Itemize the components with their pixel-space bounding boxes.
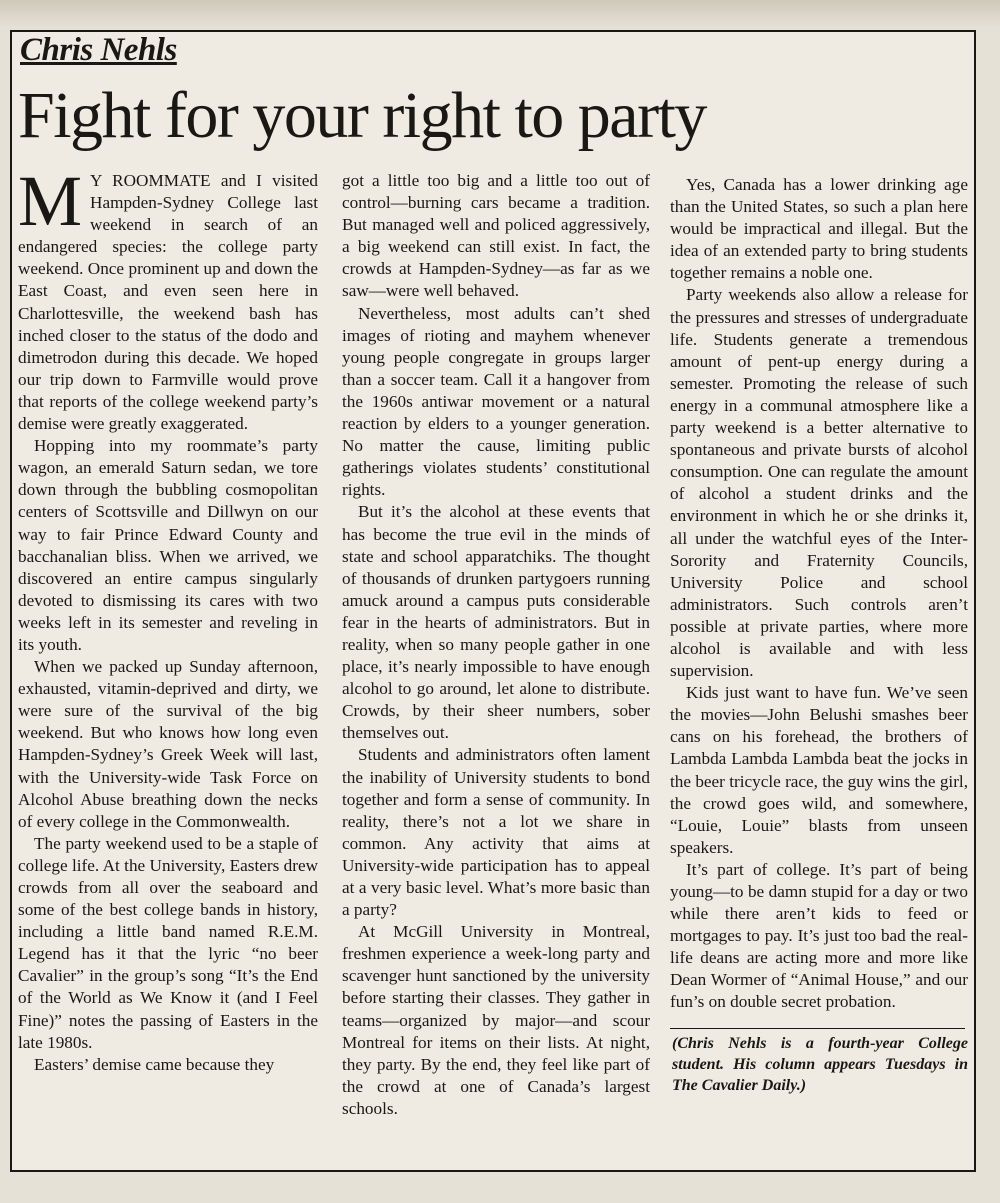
article-column-1 (18, 161, 318, 1076)
article-paragraph: Students and administrators often lament the inability of University students to bond together and form a sense of community. In reality, there’s not a lot we share in common. Any activity that aims at University-wide participation has to appeal at a very basic level. What’s more basic than a party? (342, 745, 650, 920)
article-paragraph: Hopping into my roommate’s party wagon, an emerald Saturn sedan, we tore down through the bubbling cosmopolitan centers of Scottsville and Dillwyn on our way to fair Prince Edward County and bacchanalian bliss. When we arrived, we discovered an entire campus singularly devoted to dismissing its cares with two weeks left in its semester and reveling in its youth. (18, 436, 318, 654)
author-tagline: (Chris Nehls is a fourth-year College student. His column appears Tuesdays in The Cavalier Daily.) (672, 1034, 968, 1094)
article-paragraph: Party weekends also allow a release for the pressures and stresses of undergraduate life. Students generate a tremendous amount of pent-up energy during a semester. Promoting the release of such energy in a communal atmosphere like a party weekend is a better alternative to spontaneous and private bursts of alcohol consumption. One can regulate the amount of alcohol a student drinks and the environment in which he or she drinks it, all under the watchful eyes of the Inter-Sorority and Fraternity Councils, University Police and school administrators. Such controls aren’t possible at private parties, where more alcohol is available and with less supervision. (670, 285, 968, 681)
headline: Fight for your right to party (18, 79, 706, 152)
byline: Chris Nehls (20, 32, 177, 68)
article-paragraph: got a little too big and a little too out of control—burning cars became a tradition. But managed well and policed aggressively, a big weekend can still exist. In fact, the crowds at Hampden-Sydney—as far as we saw—were well behaved. (342, 171, 650, 301)
article-column-3 (670, 174, 968, 1096)
article-column-2 (342, 170, 650, 1120)
divider (670, 1028, 965, 1029)
article-paragraph: But it’s the alcohol at these events that has become the true evil in the minds of state and school apparatchiks. The thought of thousands of drunken partygoers running amuck around a campus puts considerable fear in the hearts of administrators. But in reality, when so many people gather in one place, it’s nearly impossible to have enough alcohol to go around, let alone to distribute. Crowds, by their sheer numbers, sober themselves out. (342, 502, 650, 743)
article-paragraph: Easters’ demise came because they (34, 1054, 275, 1074)
paragraph-text: Y ROOMMATE and I visited Hampden-Sydney College last weekend in search of an endangered species: the college party weekend. Once prominent up and down the East Coast, and even seen here in Charlottesville, the weekend bash has inched closer to the status of the dodo and dimetrodon during this decade. We hoped our trip down to Farmville would prove that reports of the college weekend party’s demise were greatly exaggerated. (18, 171, 318, 434)
article-paragraph: Yes, Canada has a lower drinking age than the United States, so such a plan here would be impractical and illegal. But the idea of an extended party to bring students together remains a noble one. (670, 175, 968, 283)
article-paragraph: At McGill University in Montreal, freshmen experience a week-long party and scavenger hunt sanctioned by the university before starting their classes. They gather in teams—organized by major—and scour Montreal for items on their lists. At night, they party. By the end, they feel like part of the crowd at one of Canada’s largest schools. (342, 922, 650, 1118)
article-paragraph: Kids just want to have fun. We’ve seen the movies—John Belushi smashes beer cans on his forehead, the brothers of Lambda Lambda Lambda beat the jocks in the beer tricycle race, the guy wins the girl, the crowd goes wild, and somewhere, “Louie, Louie” blasts from unseen speakers. (670, 683, 968, 857)
drop-cap: M (18, 161, 83, 241)
clipped-top-strip (0, 0, 1000, 28)
article-paragraph: Nevertheless, most adults can’t shed images of rioting and mayhem whenever young people congregate in groups larger than a soccer team. Call it a hangover from the 1960s antiwar movement or a natural reaction by elders to a younger generation. No matter the cause, limiting public gatherings violates students’ constitutional rights. (342, 303, 650, 500)
article-paragraph (18, 161, 318, 435)
article-paragraph: The party weekend used to be a staple of college life. At the University, Easters drew crowds from all over the seaboard and some of the best college bands in history, including a little band named R.E.M. Legend has it that the lyric “no beer Cavalier” in the group’s song “It’s the End of the World as We Know it (and I Feel Fine)” notes the passing of Easters in the late 1980s. (18, 833, 318, 1052)
article-paragraph: It’s part of college. It’s part of being young—to be damn stupid for a day or two while there aren’t kids to feed or mortgages to pay. It’s just too bad the real-life deans are acting more and more like Dean Wormer of “Animal House,” and our fun’s on double secret probation. (670, 859, 968, 1012)
article-paragraph: When we packed up Sunday afternoon, exhausted, vitamin-deprived and dirty, we were sure of the survival of the big weekend. But who knows how long even Hampden-Sydney’s Greek Week will last, with the University-wide Task Force on Alcohol Abuse breathing down the necks of every college in the Commonwealth. (18, 657, 318, 831)
